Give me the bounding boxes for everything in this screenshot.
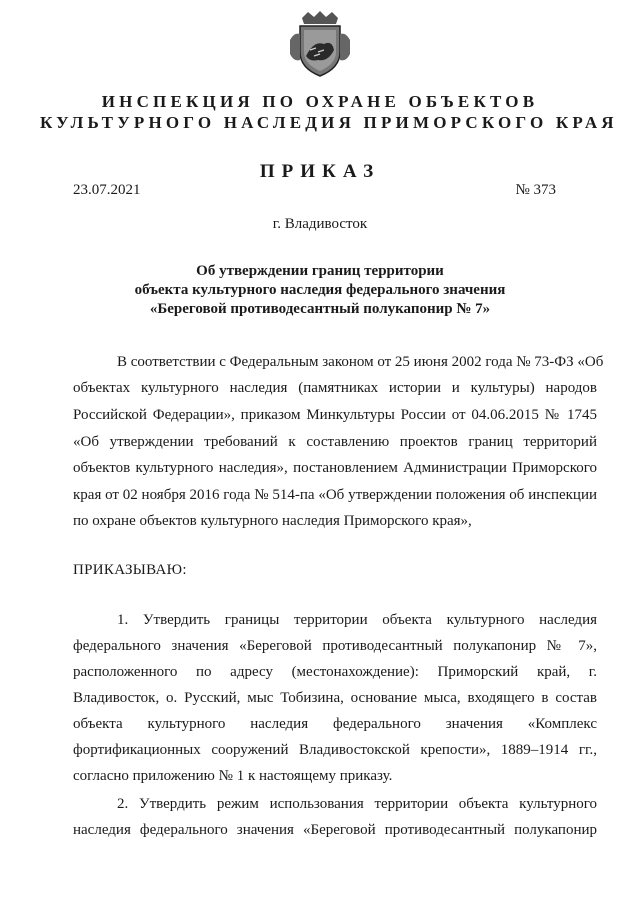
item-1-line: 1. Утвердить границы территории объекта культурного наследия <box>117 612 597 628</box>
preamble-line: «Об утверждении требований к составлению проектов границ территорий <box>73 434 597 450</box>
item-2-line: 2. Утвердить режим использования территории объекта культурного <box>117 796 597 812</box>
item-1-line: Владивосток, о. Русский, мыс Тобизина, основание мыса, входящего в состав <box>73 690 597 706</box>
organization-name-line-1: ИНСПЕКЦИЯ ПО ОХРАНЕ ОБЪЕКТОВ <box>101 92 539 111</box>
item-1-line: фортификационных сооружений Владивостокской крепости», 1889–1914 гг., <box>73 742 597 758</box>
item-1-line: согласно приложению № 1 к настоящему приказу. <box>73 768 393 784</box>
organization-name-line-2: КУЛЬТУРНОГО НАСЛЕДИЯ ПРИМОРСКОГО КРАЯ <box>40 113 618 132</box>
document-number: № 373 <box>515 182 556 198</box>
item-2-line: наследия федерального значения «Береговой противодесантный полукапонир <box>73 822 597 838</box>
preamble-line: объектов культурного наследия», постановлением Администрации Приморского <box>73 460 597 476</box>
coat-of-arms-emblem <box>288 10 352 78</box>
preamble-line: В соответствии с Федеральным законом от 25 июня 2002 года № 73-ФЗ «Об <box>117 354 604 370</box>
preamble-line: объектах культурного наследия (памятниках истории и культуры) народов <box>73 380 597 396</box>
preamble-line: по охране объектов культурного наследия Приморского края», <box>73 513 472 529</box>
item-1-line: объекта культурного наследия федерального значения «Комплекс <box>73 716 597 732</box>
item-1-line: федерального значения «Береговой противодесантный полукапонир № 7», <box>73 638 597 654</box>
order-directive: ПРИКАЗЫВАЮ: <box>73 562 187 578</box>
document-date: 23.07.2021 <box>73 182 141 198</box>
preamble-line: Российской Федерации», приказом Минкультуры России от 04.06.2015 № 1745 <box>73 407 597 423</box>
subject-line: Об утверждении границ территории <box>196 263 444 279</box>
subject-line: объекта культурного наследия федерального значения <box>134 282 506 298</box>
preamble-line: края от 02 ноября 2016 года № 514-па «Об утверждении положения об инспекции <box>73 487 597 503</box>
document-city: г. Владивосток <box>272 216 368 232</box>
item-1-line: расположенного по адресу (местонахождение): Приморский край, г. <box>73 664 597 680</box>
document-type-title: ПРИКАЗ <box>259 161 381 182</box>
subject-line: «Береговой противодесантный полукапонир № 7» <box>149 301 491 317</box>
